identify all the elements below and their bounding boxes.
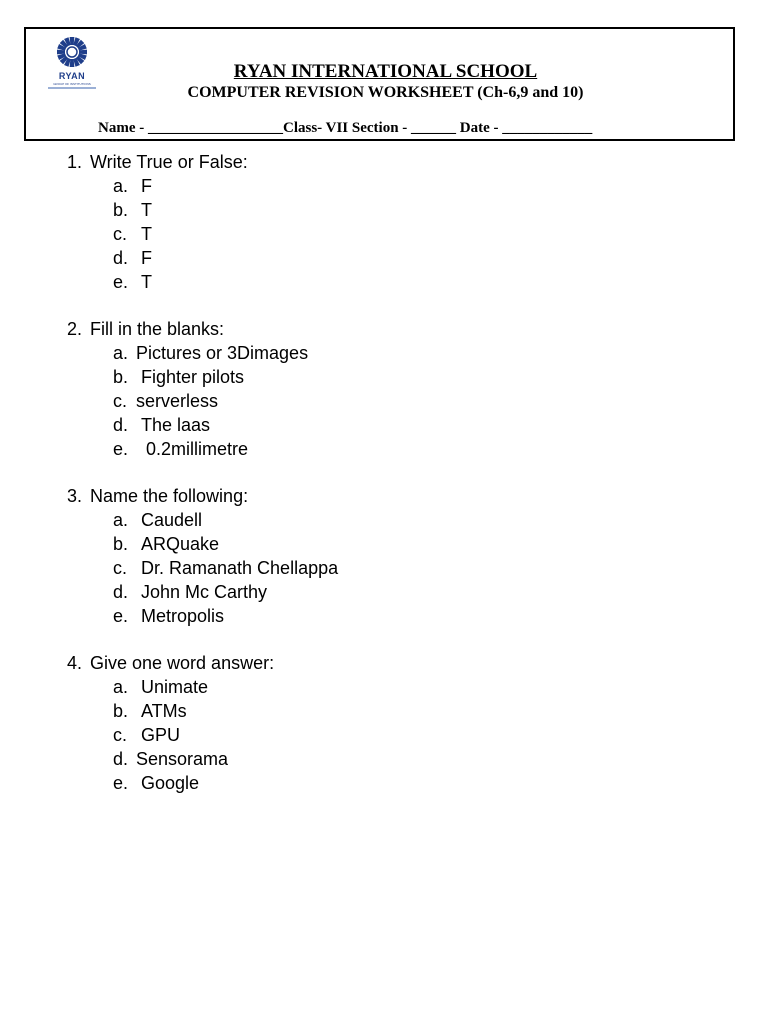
answer-item (0, 391, 768, 415)
question-number: 2. (67, 319, 83, 339)
answer-item (0, 224, 768, 248)
section-spacer (0, 463, 768, 486)
answer-item (0, 701, 768, 725)
answer-text: Caudell (141, 510, 203, 530)
answer-item (0, 606, 768, 630)
school-name: RYAN INTERNATIONAL SCHOOL (233, 61, 538, 82)
answer-text: F (141, 176, 152, 196)
answer-text: Unimate (141, 677, 209, 697)
answer-letter: e. (113, 606, 129, 626)
answer-letter: a. (113, 510, 129, 530)
answer-text: Metropolis (141, 606, 225, 626)
question-1 (0, 152, 768, 176)
answer-letter: b. (113, 200, 129, 220)
answer-item (0, 725, 768, 749)
answer-item (0, 343, 768, 367)
answer-letter: c. (113, 391, 128, 411)
answer-item (0, 200, 768, 224)
answer-text: ARQuake (141, 534, 220, 554)
answer-text: GPU (141, 725, 181, 745)
answer-text: 0.2millimetre (146, 439, 249, 459)
answer-text: T (141, 224, 152, 244)
answer-item (0, 248, 768, 272)
question-prompt: Name the following: (90, 486, 249, 506)
answer-letter: a. (113, 677, 129, 697)
answer-item (0, 677, 768, 701)
answer-item (0, 272, 768, 296)
section-spacer (0, 296, 768, 319)
answer-text: John Mc Carthy (141, 582, 268, 602)
answer-letter: d. (113, 582, 129, 602)
logo-text: RYAN (58, 71, 86, 81)
question-prompt: Fill in the blanks: (90, 319, 225, 339)
answer-letter: c. (113, 224, 128, 244)
section-spacer (0, 630, 768, 653)
worksheet-title: COMPUTER REVISION WORKSHEET (Ch-6,9 and 10) (187, 84, 584, 101)
answer-text: Sensorama (136, 749, 229, 769)
answer-letter: a. (113, 176, 129, 196)
answer-letter: d. (113, 749, 129, 769)
answer-text: Pictures or 3Dimages (136, 343, 309, 363)
answer-text: F (141, 248, 152, 268)
answer-item (0, 582, 768, 606)
answer-item (0, 176, 768, 200)
question-prompt: Give one word answer: (90, 653, 275, 673)
question-number: 4. (67, 653, 83, 673)
answer-letter: c. (113, 558, 128, 578)
answer-item (0, 415, 768, 439)
answer-item (0, 367, 768, 391)
answer-text: T (141, 272, 152, 292)
question-prompt: Write True or False: (90, 152, 248, 172)
question-number: 1. (67, 152, 83, 172)
answer-text: Google (141, 773, 200, 793)
answer-item (0, 558, 768, 582)
answer-letter: d. (113, 248, 129, 268)
question-number: 3. (67, 486, 83, 506)
student-details-line: Name - __________________Class- VII Section - ______ Date - ____________ (98, 120, 593, 136)
answer-text: The laas (141, 415, 211, 435)
answer-item (0, 510, 768, 534)
answer-text: Fighter pilots (141, 367, 245, 387)
answer-text: serverless (136, 391, 219, 411)
answer-letter: e. (113, 439, 129, 459)
answer-text: Dr. Ramanath Chellappa (141, 558, 339, 578)
answer-text: T (141, 200, 152, 220)
worksheet-content (0, 152, 768, 797)
header-box (24, 27, 735, 141)
answer-text: ATMs (141, 701, 187, 721)
answer-letter: d. (113, 415, 129, 435)
answer-letter: e. (113, 272, 129, 292)
logo-subtext: GROUP OF INSTITUTIONS (53, 82, 91, 86)
answer-item (0, 534, 768, 558)
answer-letter: b. (113, 534, 129, 554)
answer-item (0, 773, 768, 797)
answer-letter: b. (113, 367, 129, 387)
answer-item (0, 749, 768, 773)
answer-letter: e. (113, 773, 129, 793)
answer-letter: a. (113, 343, 129, 363)
question-4 (0, 653, 768, 677)
answer-item (0, 439, 768, 463)
question-2 (0, 319, 768, 343)
answer-letter: c. (113, 725, 128, 745)
question-3 (0, 486, 768, 510)
answer-letter: b. (113, 701, 129, 721)
